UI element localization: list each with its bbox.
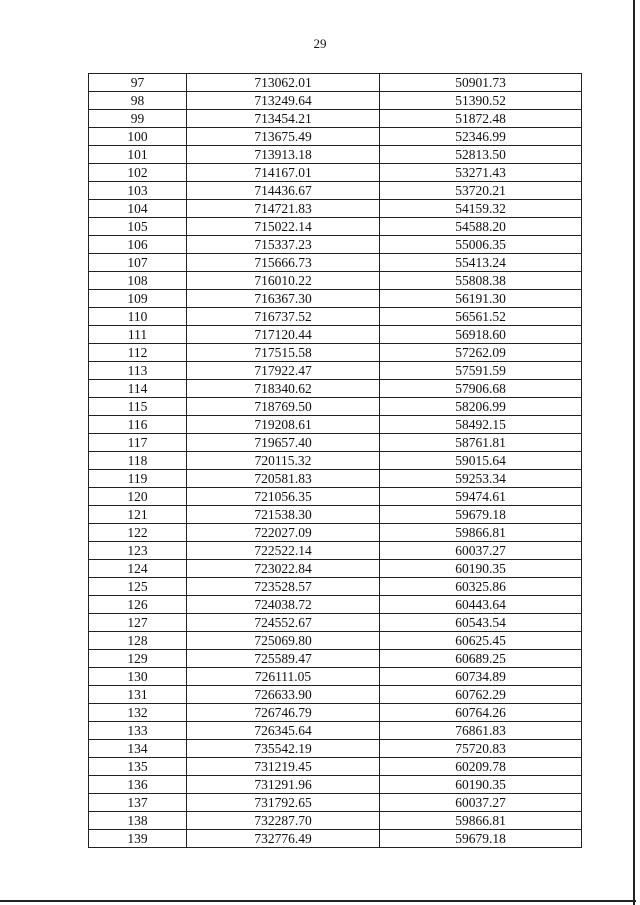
page-border-right (633, 0, 635, 905)
point-number-cell: 110 (89, 308, 187, 326)
point-number-cell: 127 (89, 614, 187, 632)
table-row (89, 614, 582, 632)
y-coordinate-cell: 59253.34 (380, 470, 582, 488)
point-number-cell: 106 (89, 236, 187, 254)
point-number-cell: 113 (89, 362, 187, 380)
table-row (89, 128, 582, 146)
table-row (89, 308, 582, 326)
point-number-cell: 112 (89, 344, 187, 362)
point-number-cell: 121 (89, 506, 187, 524)
table-row (89, 542, 582, 560)
y-coordinate-cell: 57906.68 (380, 380, 582, 398)
point-number-cell: 135 (89, 758, 187, 776)
y-coordinate-cell: 58761.81 (380, 434, 582, 452)
y-coordinate-cell: 55006.35 (380, 236, 582, 254)
table-row (89, 758, 582, 776)
y-coordinate-cell: 59679.18 (380, 830, 582, 848)
x-coordinate-cell: 726746.79 (187, 704, 380, 722)
y-coordinate-cell: 58206.99 (380, 398, 582, 416)
table-row (89, 632, 582, 650)
x-coordinate-cell: 725589.47 (187, 650, 380, 668)
point-number-cell: 98 (89, 92, 187, 110)
table-row (89, 218, 582, 236)
table-row (89, 596, 582, 614)
x-coordinate-cell: 725069.80 (187, 632, 380, 650)
y-coordinate-cell: 60037.27 (380, 794, 582, 812)
table-row (89, 740, 582, 758)
point-number-cell: 129 (89, 650, 187, 668)
point-number-cell: 114 (89, 380, 187, 398)
point-number-cell: 123 (89, 542, 187, 560)
x-coordinate-cell: 714721.83 (187, 200, 380, 218)
x-coordinate-cell: 719657.40 (187, 434, 380, 452)
y-coordinate-cell: 56561.52 (380, 308, 582, 326)
y-coordinate-cell: 53720.21 (380, 182, 582, 200)
table-row (89, 668, 582, 686)
y-coordinate-cell: 56918.60 (380, 326, 582, 344)
point-number-cell: 137 (89, 794, 187, 812)
page-number: 29 (313, 36, 327, 51)
point-number-cell: 105 (89, 218, 187, 236)
table-row (89, 506, 582, 524)
table-row (89, 110, 582, 128)
y-coordinate-cell: 59679.18 (380, 506, 582, 524)
point-number-cell: 117 (89, 434, 187, 452)
table-row (89, 776, 582, 794)
y-coordinate-cell: 56191.30 (380, 290, 582, 308)
x-coordinate-cell: 731291.96 (187, 776, 380, 794)
x-coordinate-cell: 714436.67 (187, 182, 380, 200)
point-number-cell: 109 (89, 290, 187, 308)
y-coordinate-cell: 59866.81 (380, 812, 582, 830)
point-number-cell: 128 (89, 632, 187, 650)
y-coordinate-cell: 57262.09 (380, 344, 582, 362)
x-coordinate-cell: 722522.14 (187, 542, 380, 560)
y-coordinate-cell: 54588.20 (380, 218, 582, 236)
y-coordinate-cell: 60190.35 (380, 560, 582, 578)
point-number-cell: 125 (89, 578, 187, 596)
table-row (89, 200, 582, 218)
point-number-cell: 130 (89, 668, 187, 686)
y-coordinate-cell: 60689.25 (380, 650, 582, 668)
point-number-cell: 107 (89, 254, 187, 272)
table-row (89, 686, 582, 704)
x-coordinate-cell: 713675.49 (187, 128, 380, 146)
x-coordinate-cell: 732776.49 (187, 830, 380, 848)
point-number-cell: 139 (89, 830, 187, 848)
table-row (89, 272, 582, 290)
y-coordinate-cell: 54159.32 (380, 200, 582, 218)
y-coordinate-cell: 53271.43 (380, 164, 582, 182)
x-coordinate-cell: 716010.22 (187, 272, 380, 290)
x-coordinate-cell: 713249.64 (187, 92, 380, 110)
point-number-cell: 124 (89, 560, 187, 578)
point-number-cell: 97 (89, 74, 187, 92)
y-coordinate-cell: 60209.78 (380, 758, 582, 776)
x-coordinate-cell: 722027.09 (187, 524, 380, 542)
point-number-cell: 116 (89, 416, 187, 434)
table-row (89, 182, 582, 200)
point-number-cell: 118 (89, 452, 187, 470)
y-coordinate-cell: 76861.83 (380, 722, 582, 740)
point-number-cell: 136 (89, 776, 187, 794)
coordinates-table-body (89, 74, 582, 848)
y-coordinate-cell: 60734.89 (380, 668, 582, 686)
x-coordinate-cell: 724552.67 (187, 614, 380, 632)
y-coordinate-cell: 51390.52 (380, 92, 582, 110)
point-number-cell: 122 (89, 524, 187, 542)
y-coordinate-cell: 75720.83 (380, 740, 582, 758)
table-row (89, 74, 582, 92)
y-coordinate-cell: 60625.45 (380, 632, 582, 650)
y-coordinate-cell: 55808.38 (380, 272, 582, 290)
y-coordinate-cell: 60325.86 (380, 578, 582, 596)
table-row (89, 524, 582, 542)
y-coordinate-cell: 60190.35 (380, 776, 582, 794)
table-row (89, 452, 582, 470)
table-row (89, 794, 582, 812)
table-row (89, 704, 582, 722)
table-row (89, 236, 582, 254)
y-coordinate-cell: 50901.73 (380, 74, 582, 92)
table-row (89, 254, 582, 272)
point-number-cell: 108 (89, 272, 187, 290)
point-number-cell: 138 (89, 812, 187, 830)
y-coordinate-cell: 55413.24 (380, 254, 582, 272)
x-coordinate-cell: 717922.47 (187, 362, 380, 380)
x-coordinate-cell: 721056.35 (187, 488, 380, 506)
table-row (89, 380, 582, 398)
y-coordinate-cell: 60543.54 (380, 614, 582, 632)
x-coordinate-cell: 716367.30 (187, 290, 380, 308)
y-coordinate-cell: 60762.29 (380, 686, 582, 704)
point-number-cell: 101 (89, 146, 187, 164)
point-number-cell: 103 (89, 182, 187, 200)
x-coordinate-cell: 726633.90 (187, 686, 380, 704)
table-row (89, 470, 582, 488)
table-row (89, 362, 582, 380)
point-number-cell: 126 (89, 596, 187, 614)
table-row (89, 560, 582, 578)
x-coordinate-cell: 715666.73 (187, 254, 380, 272)
y-coordinate-cell: 58492.15 (380, 416, 582, 434)
table-row (89, 398, 582, 416)
point-number-cell: 115 (89, 398, 187, 416)
table-row (89, 344, 582, 362)
x-coordinate-cell: 720581.83 (187, 470, 380, 488)
point-number-cell: 120 (89, 488, 187, 506)
table-row (89, 326, 582, 344)
y-coordinate-cell: 60443.64 (380, 596, 582, 614)
table-row (89, 722, 582, 740)
point-number-cell: 111 (89, 326, 187, 344)
x-coordinate-cell: 726345.64 (187, 722, 380, 740)
x-coordinate-cell: 717515.58 (187, 344, 380, 362)
x-coordinate-cell: 732287.70 (187, 812, 380, 830)
y-coordinate-cell: 51872.48 (380, 110, 582, 128)
x-coordinate-cell: 719208.61 (187, 416, 380, 434)
coordinates-table (88, 73, 582, 848)
x-coordinate-cell: 735542.19 (187, 740, 380, 758)
table-row (89, 650, 582, 668)
y-coordinate-cell: 57591.59 (380, 362, 582, 380)
x-coordinate-cell: 718769.50 (187, 398, 380, 416)
table-row (89, 416, 582, 434)
y-coordinate-cell: 52813.50 (380, 146, 582, 164)
x-coordinate-cell: 713454.21 (187, 110, 380, 128)
point-number-cell: 131 (89, 686, 187, 704)
point-number-cell: 134 (89, 740, 187, 758)
x-coordinate-cell: 714167.01 (187, 164, 380, 182)
y-coordinate-cell: 59866.81 (380, 524, 582, 542)
x-coordinate-cell: 723528.57 (187, 578, 380, 596)
x-coordinate-cell: 731219.45 (187, 758, 380, 776)
x-coordinate-cell: 718340.62 (187, 380, 380, 398)
table-row (89, 92, 582, 110)
x-coordinate-cell: 715022.14 (187, 218, 380, 236)
table-row (89, 812, 582, 830)
y-coordinate-cell: 59474.61 (380, 488, 582, 506)
point-number-cell: 102 (89, 164, 187, 182)
y-coordinate-cell: 60764.26 (380, 704, 582, 722)
y-coordinate-cell: 52346.99 (380, 128, 582, 146)
x-coordinate-cell: 723022.84 (187, 560, 380, 578)
x-coordinate-cell: 724038.72 (187, 596, 380, 614)
table-row (89, 164, 582, 182)
x-coordinate-cell: 731792.65 (187, 794, 380, 812)
x-coordinate-cell: 713062.01 (187, 74, 380, 92)
point-number-cell: 99 (89, 110, 187, 128)
y-coordinate-cell: 60037.27 (380, 542, 582, 560)
point-number-cell: 133 (89, 722, 187, 740)
x-coordinate-cell: 716737.52 (187, 308, 380, 326)
table-row (89, 488, 582, 506)
table-row (89, 290, 582, 308)
x-coordinate-cell: 726111.05 (187, 668, 380, 686)
table-row (89, 434, 582, 452)
x-coordinate-cell: 720115.32 (187, 452, 380, 470)
point-number-cell: 132 (89, 704, 187, 722)
table-row (89, 146, 582, 164)
y-coordinate-cell: 59015.64 (380, 452, 582, 470)
x-coordinate-cell: 713913.18 (187, 146, 380, 164)
table-row (89, 830, 582, 848)
table-row (89, 578, 582, 596)
x-coordinate-cell: 715337.23 (187, 236, 380, 254)
point-number-cell: 119 (89, 470, 187, 488)
point-number-cell: 100 (89, 128, 187, 146)
point-number-cell: 104 (89, 200, 187, 218)
x-coordinate-cell: 721538.30 (187, 506, 380, 524)
page-border-bottom (0, 900, 636, 902)
x-coordinate-cell: 717120.44 (187, 326, 380, 344)
